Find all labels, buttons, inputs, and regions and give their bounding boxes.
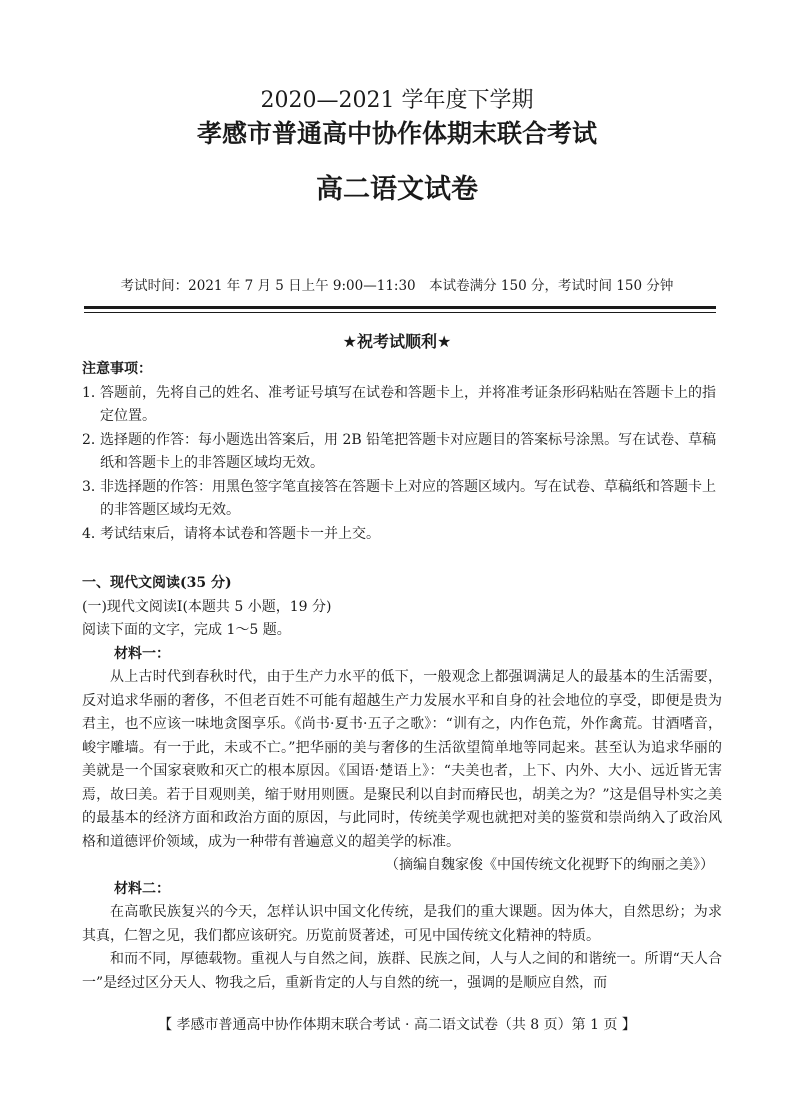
star-icon: ★ [437,332,452,351]
header-rule-thin [84,312,716,313]
material-two-label: 材料二： [114,880,170,897]
semester-title: 2020—2021 学年度下学期 [260,88,534,113]
exam-info: 考试时间：2021 年 7 月 5 日上午 9:00—11:30 本试卷满分 150 分，考试时间 150 分钟 [120,278,674,294]
material-one-text: 从上古时代到春秋时代，由于生产力水平的低下，一般观念上都强调满足人的最基本的生活需要，反对追求华丽的奢侈，不但老百姓不可能有超越生产力发展水平和自身的社会地位的享受，即便是贵为君主，也不应该一味地贪图享乐。《尚书·夏书·五子之歌》：“训有之，内作色荒，外作禽荒。甘酒嗜音，峻宇雕墙。有一于此，未或不亡。”把华丽的美与奢侈的生活欲望简单地等同起来。甚至认为追求华丽的美就是一个国家衰败和灭亡的根本原因。《国语·楚语上》：“夫美也者，上下、内外、大小、远近皆无害焉，故曰美。若于目观则美，缩于财用则匮。是聚民利以自封而瘠民也，胡美之为？”这是倡导朴实之美的最基本的经济方面和政治方面的原因，与此同时，传统美学观也就把对美的鉴赏和崇尚纳入了政治风格和道德评价领域，成为一种带有普遍意义的超美学的标准。 [82,669,722,850]
notes-title: 注意事项： [82,361,152,377]
exam-name: 孝感市普通高中协作体期末联合考试 [196,119,597,148]
note-text: 答题前，先将自己的姓名、准考证号填写在试卷和答题卡上，并将准考证条形码粘贴在答题卡上的指定位置。 [100,384,716,424]
material-one-source: （摘编自魏家俊《中国传统文化视野下的绚丽之美》） [385,857,714,873]
note-item [82,429,722,476]
note-text: 非选择题的作答：用黑色签字笔直接答在答题卡上对应的答题区域内。写在试卷、草稿纸和答题卡上的非答题区域均无效。 [100,478,716,518]
header-rule-thick [84,306,716,309]
notes-block [82,358,722,546]
note-number: 3． [82,478,105,495]
material-two-paragraph: 和而不同，厚德载物。重视人与自然之间，族群、民族之间，人与人之间的和谐统一。所谓“天人合一”是经过区分天人、物我之后，重新肯定的人与自然的统一，强调的是顺应自然，而 [82,951,722,991]
paper-title: 高二语文试卷 [316,174,478,205]
note-item [82,382,722,429]
star-icon: ★ [342,332,357,351]
page-footer: 【 孝感市普通高中协作体期末联合考试 · 高二语文试卷（共 8 页）第 1 页 】 [158,1017,636,1033]
reading-instruction: 阅读下面的文字，完成 1～5 题。 [82,622,291,638]
material-one-label: 材料一： [114,645,170,662]
good-luck-text: 祝考试顺利 [356,332,437,351]
note-item [82,476,722,523]
subsection-title: (一)现代文阅读Ⅰ(本题共 5 小题，19 分) [82,598,332,615]
note-number: 2． [82,431,105,448]
note-number: 1． [82,384,105,401]
material-two-paragraph: 在高歌民族复兴的今天，怎样认识中国文化传统，是我们的重大课题。因为体大，自然思纷；为求其真，仁智之见，我们都应该研究。历览前贤著述，可见中国传统文化精神的特质。 [82,904,722,944]
note-text: 选择题的作答：每小题选出答案后，用 2B 铅笔把答题卡对应题目的答案标号涂黑。写在试卷、草稿纸和答题卡上的非答题区域均无效。 [100,431,717,471]
good-luck-banner [0,330,794,354]
section-title: 一、现代文阅读(35 分) [82,575,232,591]
note-item [82,523,722,547]
note-number: 4． [82,525,105,542]
note-text: 考试结束后，请将本试卷和答题卡一并上交。 [100,525,380,542]
reading-section [82,572,722,995]
